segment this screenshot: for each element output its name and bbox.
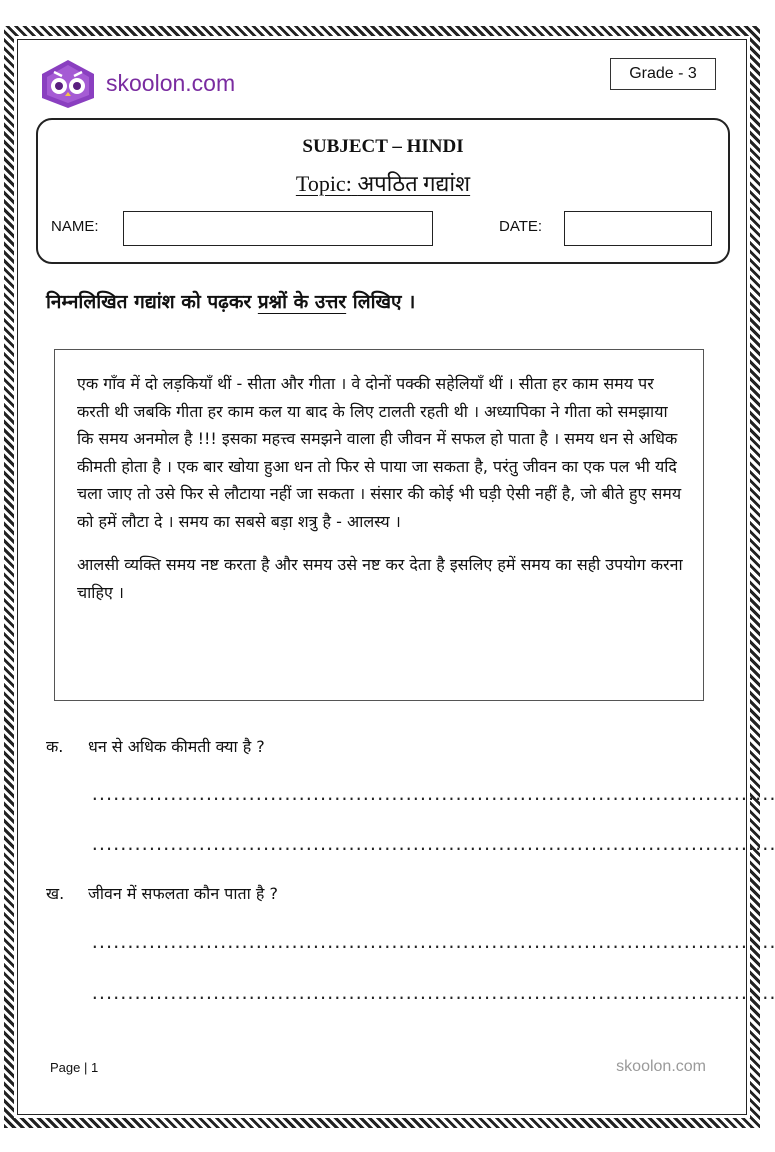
question-1-text: धन से अधिक कीमती क्या है ? xyxy=(88,737,265,756)
instruction-part-3: लिखिए । xyxy=(346,291,416,313)
instruction-part-1: निम्नलिखित गद्यांश को पढ़कर xyxy=(46,291,258,313)
question-2 xyxy=(46,882,278,904)
passage-paragraph-2: आलसी व्यक्ति समय नष्ट करता है और समय उसे नष्ट कर देता है इसलिए हमें समय का सही उपयोग करना चाहिए । xyxy=(77,555,683,602)
footer-site: skoolon.com xyxy=(616,1058,706,1075)
topic-line xyxy=(38,168,728,198)
owl-logo-icon xyxy=(36,58,100,110)
instruction-part-2: प्रश्नों के उत्तर xyxy=(257,291,347,313)
question-1-number: क. xyxy=(46,737,64,756)
answer-line-2b[interactable]: ................................................................................................ xyxy=(90,984,775,1003)
page-number: Page | 1 xyxy=(50,1060,99,1075)
name-field[interactable] xyxy=(123,211,433,246)
answer-line-2a[interactable]: ................................................................................................ xyxy=(90,933,775,952)
grade-badge: Grade - 3 xyxy=(610,58,716,90)
site-name[interactable]: skoolon.com xyxy=(106,70,236,96)
question-2-number: ख. xyxy=(46,884,65,903)
question-2-text: जीवन में सफलता कौन पाता है ? xyxy=(88,884,278,903)
topic-label: Topic: xyxy=(295,171,352,196)
passage-paragraph-1: एक गाँव में दो लड़कियाँ थीं - सीता और गीता । वे दोनों पक्की सहेलियाँ थीं । सीता हर काम समय पर करती थी जबकि गीता हर काम कल या बाद के लिए टालती रहती थी । अध्यापिका ने गीता को समझाया कि समय अनमोल है !!! इसका महत्त्व समझने वाला ही जीवन में सफल हो पाता है । समय धन से अधिक कीमती होता है । एक बार खोया हुआ धन तो फिर से पाया जा सकता है, परंतु जीवन का एक पल भी यदि चला जाए तो उसे फिर से लौटाया नहीं जा सकता । संसार की कोई भी घड़ी ऐसी नहीं है, जो बीते हुए समय को हमें लौटा दे । समय का सबसे बड़ा शत्रु है - आलस्य । xyxy=(77,374,682,531)
worksheet-header xyxy=(36,118,730,264)
question-1 xyxy=(46,735,265,757)
answer-line-1a[interactable]: ................................................................................................ xyxy=(90,785,775,804)
passage-box xyxy=(54,349,704,701)
instruction xyxy=(46,288,415,314)
date-label: DATE: xyxy=(499,218,543,235)
subject-title: SUBJECT – HINDI xyxy=(302,136,464,157)
topic-value: अपठित गद्यांश xyxy=(357,171,471,196)
answer-line-1b[interactable]: ................................................................................................ xyxy=(90,835,775,854)
name-label: NAME: xyxy=(51,218,99,235)
date-field[interactable] xyxy=(564,211,712,246)
